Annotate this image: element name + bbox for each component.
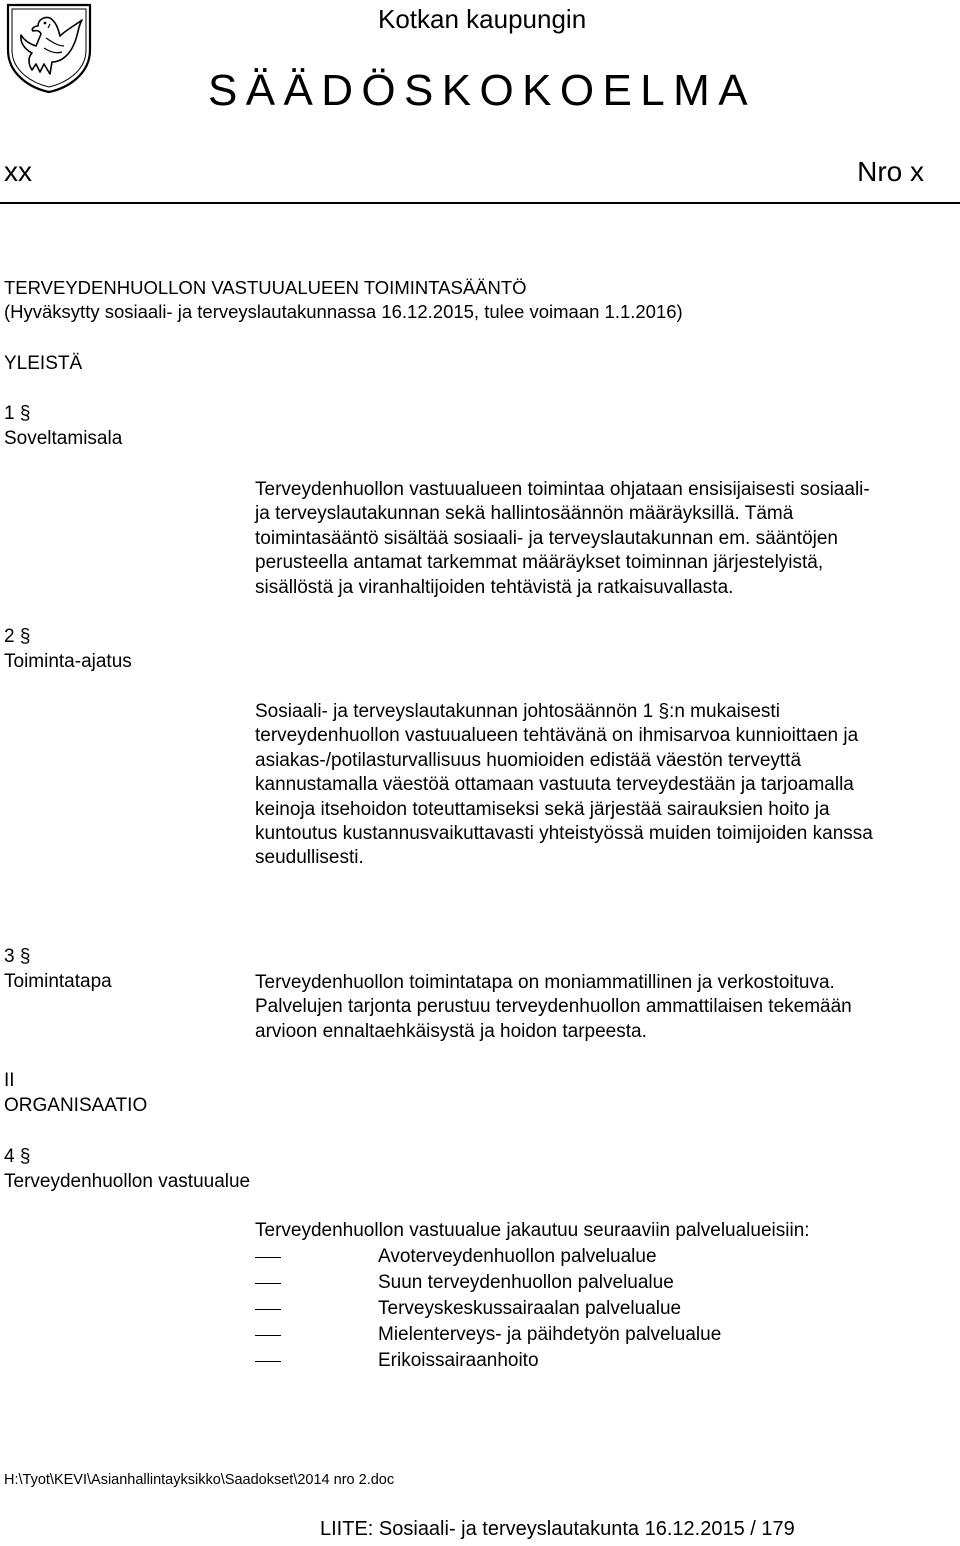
section-1-text xyxy=(255,478,955,600)
section-title: Terveydenhuollon vastuualue xyxy=(4,1171,251,1192)
list-item-text: Terveyskeskussairaalan palvelualue xyxy=(378,1298,682,1319)
chapter-1-heading: YLEISTÄ xyxy=(4,353,83,374)
attachment-footer: LIITE: Sosiaali- ja terveyslautakunta 16.12.2015 / 179 xyxy=(320,1518,795,1540)
text-line: ja terveyslautakunnan sekä hallintosäännön määräyksillä. Tämä xyxy=(255,503,794,525)
document-title-block xyxy=(4,276,683,325)
section-title: Soveltamisala xyxy=(4,428,123,449)
list-item-text: Erikoissairaanhoito xyxy=(378,1350,539,1371)
dash-bullet xyxy=(255,1335,281,1336)
text-line: arvioon ennaltaehkäisystä ja hoidon tarpeesta. xyxy=(255,1020,647,1042)
text-line: kannustamalla väestöä ottamaan vastuuta terveydestään ja tarjoamalla xyxy=(255,774,854,796)
list-item-text: Mielenterveys- ja päihdetyön palvelualue xyxy=(378,1324,722,1345)
chapter-number: II xyxy=(4,1070,15,1091)
chapter-2-heading xyxy=(4,1068,147,1118)
section-title: Toiminta-ajatus xyxy=(4,651,132,672)
text-line: Terveydenhuollon vastuualueen toimintaa ohjataan ensisijaisesti sosiaali- xyxy=(255,479,870,500)
file-path: H:\Tyot\KEVI\Asianhallintayksikko\Saadokset\2014 nro 2.doc xyxy=(4,1472,395,1488)
approval-note: (Hyväksytty sosiaali- ja terveyslautakunnassa 16.12.2015, tulee voimaan 1.1.2016) xyxy=(4,301,683,323)
section-4-label xyxy=(4,1144,250,1194)
text-line: Sosiaali- ja terveyslautakunnan johtosäännön 1 §:n mukaisesti xyxy=(255,701,780,722)
document-number: Nro x xyxy=(857,156,924,187)
text-line: Palvelujen tarjonta perustuu terveydenhuollon ammattilaisen tekemään xyxy=(255,996,852,1018)
header-divider xyxy=(0,202,960,204)
text-line: seudullisesti. xyxy=(255,847,364,869)
document-code: xx xyxy=(4,156,32,187)
section-2-label xyxy=(4,624,132,674)
section-number: 4 § xyxy=(4,1146,31,1167)
section-1-label xyxy=(4,401,122,451)
section-2-text xyxy=(255,700,955,871)
text-line: keinoja itsehoidon toteuttamiseksi sekä järjestää sairauksien hoito ja xyxy=(255,798,830,820)
text-line: toimintasääntö sisältää sosiaali- ja terveyslautakunnan em. sääntöjen xyxy=(255,527,838,549)
document-title: TERVEYDENHUOLLON VASTUUALUEEN TOIMINTASÄÄNTÖ xyxy=(4,277,527,298)
section-title: Toimintatapa xyxy=(4,971,112,992)
section-3-text xyxy=(255,971,955,1044)
text-line: asiakas-/potilasturvallisuus huomioiden edistää väestön terveyttä xyxy=(255,749,802,771)
list-item-text: Avoterveydenhuollon palvelualue xyxy=(378,1246,657,1267)
chapter-title: ORGANISAATIO xyxy=(4,1095,148,1116)
text-line: terveydenhuollon vastuualueen tehtävänä on ihmisarvoa kunnioittaen ja xyxy=(255,725,859,747)
text-line: Terveydenhuollon vastuualue jakautuu seuraaviin palvelualueisiin: xyxy=(255,1220,810,1241)
text-line: sisällöstä ja viranhaltijoiden tehtävistä ja ratkaisuvallasta. xyxy=(255,576,734,598)
text-line: kuntoutus kustannusvaikuttavasti yhteistyössä muiden toimijoiden kanssa xyxy=(255,823,873,845)
text-line: perusteella antamat tarkemmat määräykset toiminnan järjestelyistä, xyxy=(255,552,824,574)
section-number: 1 § xyxy=(4,403,31,424)
list-item-text: Suun terveydenhuollon palvelualue xyxy=(378,1272,674,1293)
dash-bullet xyxy=(255,1283,281,1284)
section-3-label xyxy=(4,944,112,994)
section-4-text xyxy=(255,1219,955,1243)
text-line: Terveydenhuollon toimintatapa on moniammatillinen ja verkostoituva. xyxy=(255,972,835,993)
section-number: 3 § xyxy=(4,946,31,967)
dash-bullet xyxy=(255,1257,281,1258)
coat-of-arms-logo xyxy=(4,2,94,94)
dash-bullet xyxy=(255,1361,281,1362)
city-name: Kotkan kaupungin xyxy=(378,4,587,34)
dash-bullet xyxy=(255,1309,281,1310)
section-number: 2 § xyxy=(4,626,31,647)
collection-heading: SÄÄDÖSKOKOELMA xyxy=(208,66,756,115)
